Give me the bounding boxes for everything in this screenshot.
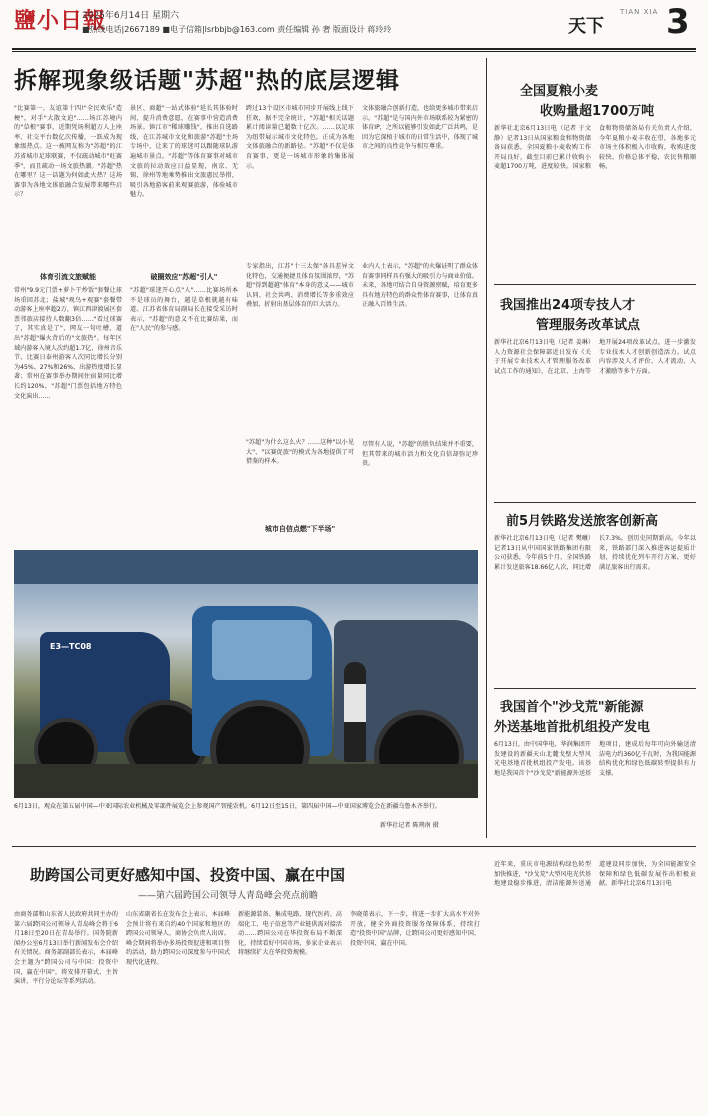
main-article-col3b: 专家指出，江苏"十三太保"各具差异文化特色，交通便捷且体育氛围浓厚，"苏超"得到超越"体育"本身的意义——城市认同、社会共鸣、消费增长等多重效应叠加，折射出基层体育的巨大活力。: [246, 263, 354, 309]
main-subhead-1: 体育引流文旅赋能: [40, 273, 96, 281]
main-article-col4b: 业内人士表示，"苏超"的火爆证明了群众体育赛事同样具有强大的吸引力与商业价值。未来，各地可结合自身资源禀赋，培育更多具有地方特色的群众性体育赛事，让体育真正融入百姓生活。: [362, 263, 478, 309]
article-divider: [494, 688, 696, 689]
wheat-article-body: 新华社北京6月13日电（记者 于文静）记者13日从国家粮食和物资储备局获悉，全国夏粮小麦收购工作开局良好，截至目前已累计收购小麦超1700万吨，进度较快。国家粮食和物资储备局有关负责人介绍，今年夏粮小麦丰收在望，各地多元市场主体积极入市收购，收购进度较快，价格总体平稳，农民售粮顺畅。: [494, 125, 696, 171]
photo-credit: 新华社记者 陈朔南 摄: [380, 822, 439, 829]
summit-article-col1: 由商务部和山东省人民政府共同主办的第六届跨国公司领导人青岛峰会将于6月18日至20日在青岛举行。国务院新闻办公室6月13日举行新闻发布会介绍有关情况。商务部副部长表示，本届峰会主题为"跨国公司与中国：投资中国，赢在中国"，将安排开幕式、主旨演讲、平行分论坛等系列活动。: [14, 911, 118, 986]
talent-article-body: 新华社北京6月13日电（记者 姜琳）人力资源社会保障部近日发布《关于开展专业技术人才管理服务改革试点工作的通知》，在北京、上海等地开展24项改革试点，进一步激发专业技术人才创新创造活力。试点内容涉及人才评价、人才流动、人才激励等多个方面。: [494, 339, 696, 375]
masthead-divider-thin: [12, 51, 696, 52]
exhibition-floor: [14, 764, 478, 798]
main-article-col2: 景区、商超"一站式体验"延长其体验时间，提升消费意愿，在赛事中营造消费场景。镇江市"稀球赚钱"，推出自选路线，在江苏城市文化和旅游"苏超"主场专场中，让来了的球迷可以跟随球队游遍城市景点。"苏超"等体育赛事对城市文旅的拉动效应日益显现，南京、无锡、徐州等地乘势推出文旅惠民举措，吸引各地游客前来观赛旅游，体验城市魅力。: [130, 105, 238, 199]
summit-headline: 助跨国公司更好感知中国、投资中国、赢在中国: [30, 866, 346, 884]
energy-headline-line2: 外送基地首批机组投产发电: [494, 720, 651, 735]
masthead-divider: [12, 48, 696, 50]
agri-machinery-photo: [14, 550, 478, 798]
issue-date: 2025年6月14日 星期六: [82, 11, 179, 21]
summit-subheadline: ——第六届跨国公司领导人青岛峰会亮点前瞻: [138, 891, 319, 901]
expo-banner: [14, 550, 478, 584]
main-headline: 拆解现象级话题"苏超"热的底层逻辑: [14, 68, 400, 94]
talent-headline-line1: 我国推出24项专技人才: [500, 298, 636, 313]
wheat-headline-line1: 全国夏粮小麦: [520, 84, 599, 99]
wheat-headline-line2: 收购量超1700万吨: [540, 104, 655, 119]
tractor-cab-glass: [212, 620, 312, 680]
energy-headline-line1: 我国首个"沙戈荒"新能源: [500, 700, 644, 715]
main-article-col4: 文体旅融合创新打造，也给更多城市带来启示。"苏超"是与国内外市场联系较为紧密的体育IP，之所以能够引发如此广泛共鸣，是因为它深植于城市的日常生活中，体现了城市之间的良性竞争与相互尊重。: [362, 105, 478, 151]
main-article-col4c: 尽管有人说，"苏超"的胜负结果并不重要，但其带来的城市活力和文化自信却弥足珍贵。: [362, 441, 478, 468]
contact-line: ■热线电话|2667189 ■电子信箱|lsrbbjb@163.com 责任编辑 孙 奢 版面设计 蒋玲玲: [82, 25, 392, 34]
tractor-model-label: E3—TC08: [50, 642, 92, 651]
summit-article-col4: 李晓董表示，下一步，将进一步扩大高水平对外开放，健全外商投资服务保障体系，持续打造"投资中国"品牌，让跨国公司更好感知中国、投资中国、赢在中国。: [350, 911, 480, 947]
visitor-figure: [344, 662, 366, 762]
article-divider: [494, 502, 696, 503]
main-article-col3c: "苏超"为什么这么火？……这种"以小见大"、"以赛促旅"的模式为各地提供了可借鉴的样本。: [246, 439, 354, 466]
summit-article-col2: 山东省副省长在发布会上表示，本届峰会预计将有来自约40个国家和地区的跨国公司领导人、商协会负责人出席。峰会期间将举办多场投资促进和项目签约活动，助力跨国公司深度参与中国式现代化进程。: [126, 911, 230, 966]
summit-article-col3: 新能源装备、集成电路、现代医药、高端化工、电子信息等产业链供需对接活动……跨国公司在华投资布局不断深化，持续看好中国市场，多家企业表示将继续扩大在华投资规模。: [238, 911, 342, 957]
main-article-col1b: 常州"9.9元门票+萝卜干炒饭"套餐让球场重回苏北；盐城"观鸟+观赛"套餐带动游客上座率超2万，镇江西津渡展区套票邻旅店接待人数翻3倍……"看过球赛了，其实真是了"，网友一句吐槽，道出"苏超"爆火背后的"文旅热"。每年区域内游客入境人次约超1.7亿，徐州音乐节、比赛日泰州游客人次同比增长分别为45%、27%和26%，出游热度增长显著；常州在赛事举办期间住宿量同比增长约120%。"苏超"门票包括地方特色文化演出……: [14, 287, 122, 400]
article-divider: [494, 284, 696, 285]
energy-article-continued: 近年来，重庆市电源结构绿色转型加快推进，"沙戈荒"大型风电光伏基地建设稳步推进，清洁能源外送通道建设同步加快，为全国能源安全保障和绿色低碳发展作出积极贡献。新华社北京6月13日电: [494, 861, 696, 888]
main-article-col1: "比赛第一，友谊第十四!"全民欢乐"造梗"，对手"大散文迫"……场江苏境内的"草根"赛事，近期凭场利超万人上座率、社交平台数亿次传播，一跃成为现象级热点。这一被网友称为"苏超"的江苏省城市足球联赛，不仅疏动城市"旺赛季"，而且疏动一场文旅热潮。"苏超"热在哪里？这一话题为何如此火热？这场赛事为各地文体旅融合发展带来哪些启示？: [14, 105, 122, 199]
main-article-col3: 跨过13个设区市城市同步开展线上线下狂欢，据不完全统计，"苏超"相关话题累计阅读量已超数十亿次。……以足球为纽带展示城市文化特色，正成为各地文体旅融合的新路径。"苏超"不仅是体育赛事，更是一场城市形象的集体展示。: [246, 105, 354, 170]
main-article-col2b: "苏超"球迷开心点"人"……比赛场所本不是球员的舞台，越是草根就越有味道。江苏省体育局副局长在接受采访时表示，"苏超"的意义不在比赛结果，而在"人民"的参与感。: [130, 287, 238, 333]
newspaper-logo: 鹽小日報: [14, 8, 107, 34]
bottom-section-divider: [12, 846, 696, 847]
section-name-english: TIAN XIA: [620, 8, 659, 16]
talent-headline-line2: 管理服务改革试点: [536, 318, 641, 333]
photo-caption: 6月13日，观众在第五届中国—中亚国际农业机械及零部件展览会上参观国产智能农机。6月12日至15日，第四届中国—中亚国家博览会在新疆乌鲁木齐举行。: [14, 803, 442, 810]
section-name: 天下: [568, 16, 604, 37]
railway-headline: 前5月铁路发送旅客创新高: [506, 514, 659, 529]
page-number: 3: [666, 2, 690, 42]
column-divider: [486, 58, 487, 838]
main-subhead-3: 城市自信点燃"下半场": [264, 525, 336, 533]
railway-article-body: 新华社北京6月13日电（记者 樊曦）记者13日从中国国家铁路集团有限公司获悉，今年前5个月，全国铁路累计发送旅客18.66亿人次，同比增长7.3%，创历史同期新高。今年以来，铁路部门深入推进客运提质计划，持续优化列车开行方案，更好满足旅客出行需求。: [494, 535, 696, 571]
main-subhead-2: 破圈效应"苏超"引人": [150, 273, 218, 281]
energy-article-body: 6月13日，由中国华电、华润集团开发建设的新疆天山北麓戈壁大型风光电基地首批机组投产发电。该基地是我国首个"沙戈荒"新能源外送基地项目，建成后每年可向外输送清洁电力约360亿千瓦时，为我国能源结构优化和绿色低碳转型提供有力支撑。: [494, 741, 696, 777]
